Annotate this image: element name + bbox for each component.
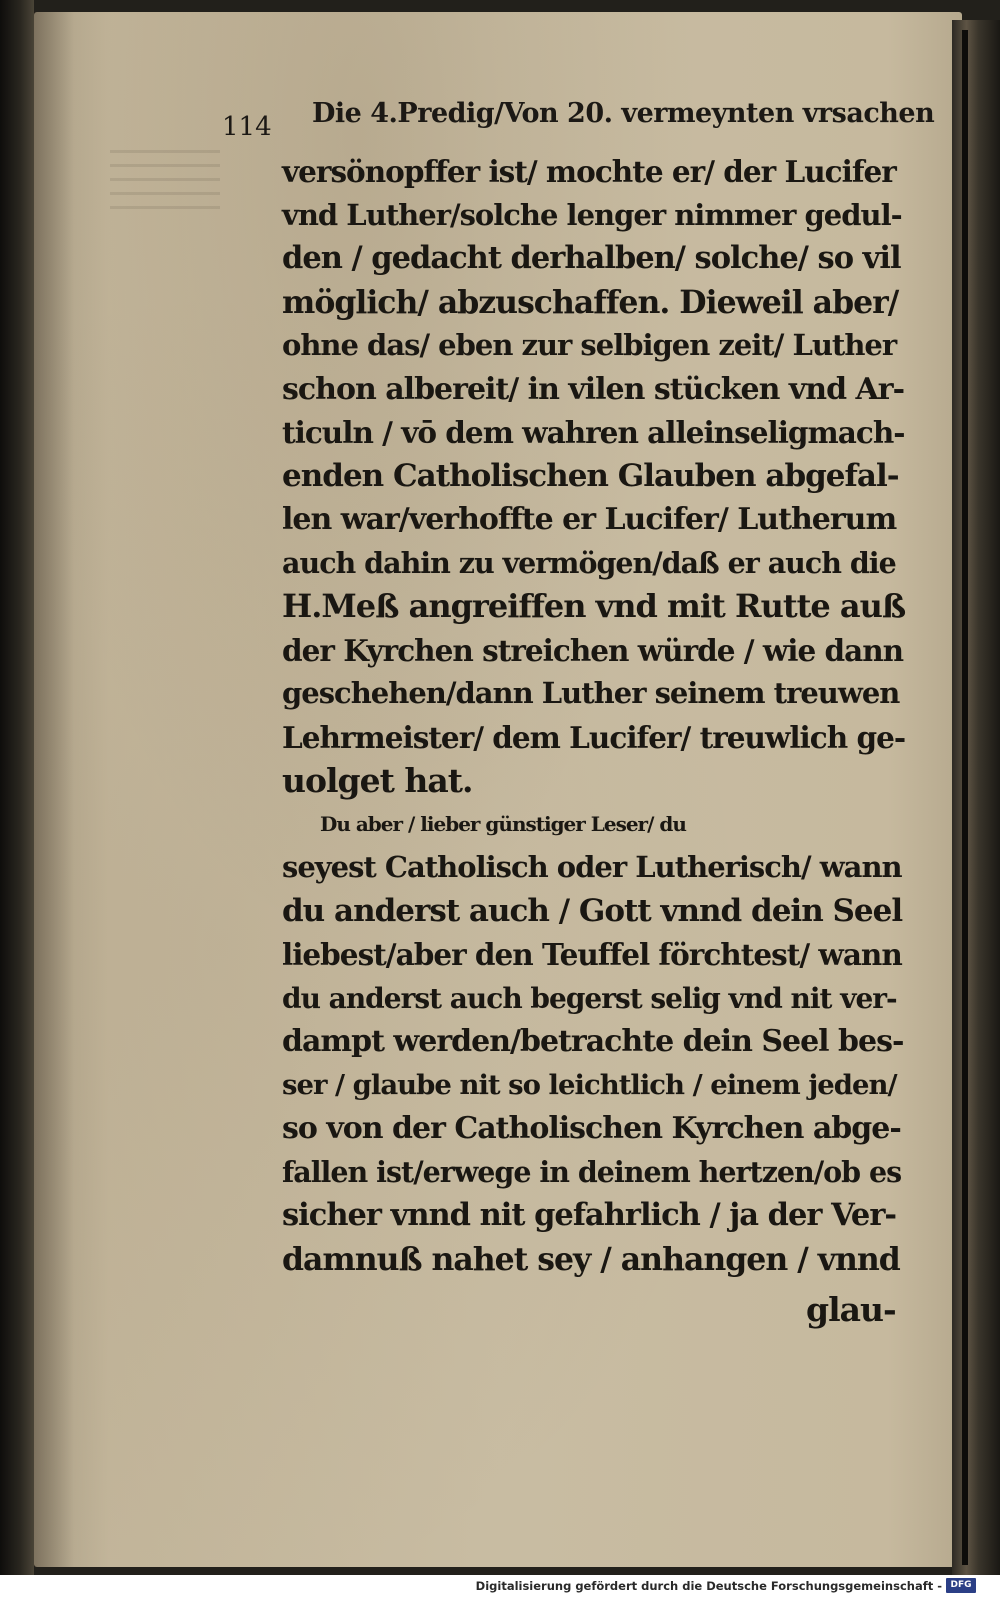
catchword: glau- xyxy=(806,1290,896,1329)
page-stack-edge xyxy=(952,20,1000,1575)
text-line: versönopffer ist/ mochte er/ der Lucifer xyxy=(282,154,896,189)
text-line: H.Meß angreiffen vnd mit Rutte auß xyxy=(282,587,906,625)
text-line: liebest/aber den Teuffel förchtest/ wann xyxy=(282,937,902,972)
body-text xyxy=(282,150,904,1281)
text-line: du anderst auch / Gott vnnd dein Seel xyxy=(282,892,903,929)
text-line: vnd Luther/solche lenger nimmer gedul- xyxy=(282,197,902,232)
text-line: so von der Catholischen Kyrchen abge- xyxy=(282,1111,901,1146)
text-line: auch dahin zu vermögen/daß er auch die xyxy=(282,545,896,580)
text-line: der Kyrchen streichen würde / wie dann xyxy=(282,632,904,668)
text-line: geschehen/dann Luther seinem treuwen xyxy=(282,676,900,710)
running-head: Die 4.Predig/Von 20. vermeynten vrsachen xyxy=(312,98,935,129)
text-line: uolget hat. xyxy=(282,761,473,800)
text-line: seyest Catholisch oder Lutherisch/ wann xyxy=(282,850,902,884)
funding-credit: Digitalisierung gefördert durch die Deutsche Forschungsgemeinschaft - xyxy=(475,1579,942,1593)
text-line: den / gedacht derhalben/ solche/ so vil xyxy=(282,240,901,276)
text-line: ticuln / vō dem wahren alleinseligmach- xyxy=(282,415,905,450)
page-stack-line xyxy=(962,30,968,1565)
text-line: du anderst auch begerst selig vnd nit ver- xyxy=(282,981,897,1015)
ink-bleed-through xyxy=(110,150,220,220)
text-line: len war/verhoffte er Lucifer/ Lutherum xyxy=(282,502,897,537)
text-line: enden Catholischen Glauben abgefal- xyxy=(282,457,899,494)
paragraph-start-line: Du aber / lieber günstiger Leser/ du xyxy=(320,811,686,836)
text-line: ohne das/ eben zur selbigen zeit/ Luther xyxy=(282,328,897,362)
page-number: 114 xyxy=(222,112,272,142)
dfg-logo: DFG xyxy=(946,1578,976,1593)
gutter-shadow xyxy=(34,12,74,1567)
text-line: möglich/ abzuschaffen. Dieweil aber/ xyxy=(282,283,899,321)
text-line: Lehrmeister/ dem Lucifer/ treuwlich ge- xyxy=(282,719,906,755)
book-spine-edge xyxy=(0,0,34,1575)
text-line: ser / glaube nit so leichtlich / einem jeden/ xyxy=(282,1068,897,1101)
text-line: dampt werden/betrachte dein Seel bes- xyxy=(282,1024,904,1059)
text-line: sicher vnnd nit gefahrlich / ja der Ver- xyxy=(282,1197,897,1233)
text-line: damnuß nahet sey / anhangen / vnnd xyxy=(282,1240,900,1278)
text-line: fallen ist/erwege in deinem hertzen/ob es xyxy=(282,1154,902,1189)
text-line: schon albereit/ in vilen stücken vnd Ar- xyxy=(282,371,905,407)
